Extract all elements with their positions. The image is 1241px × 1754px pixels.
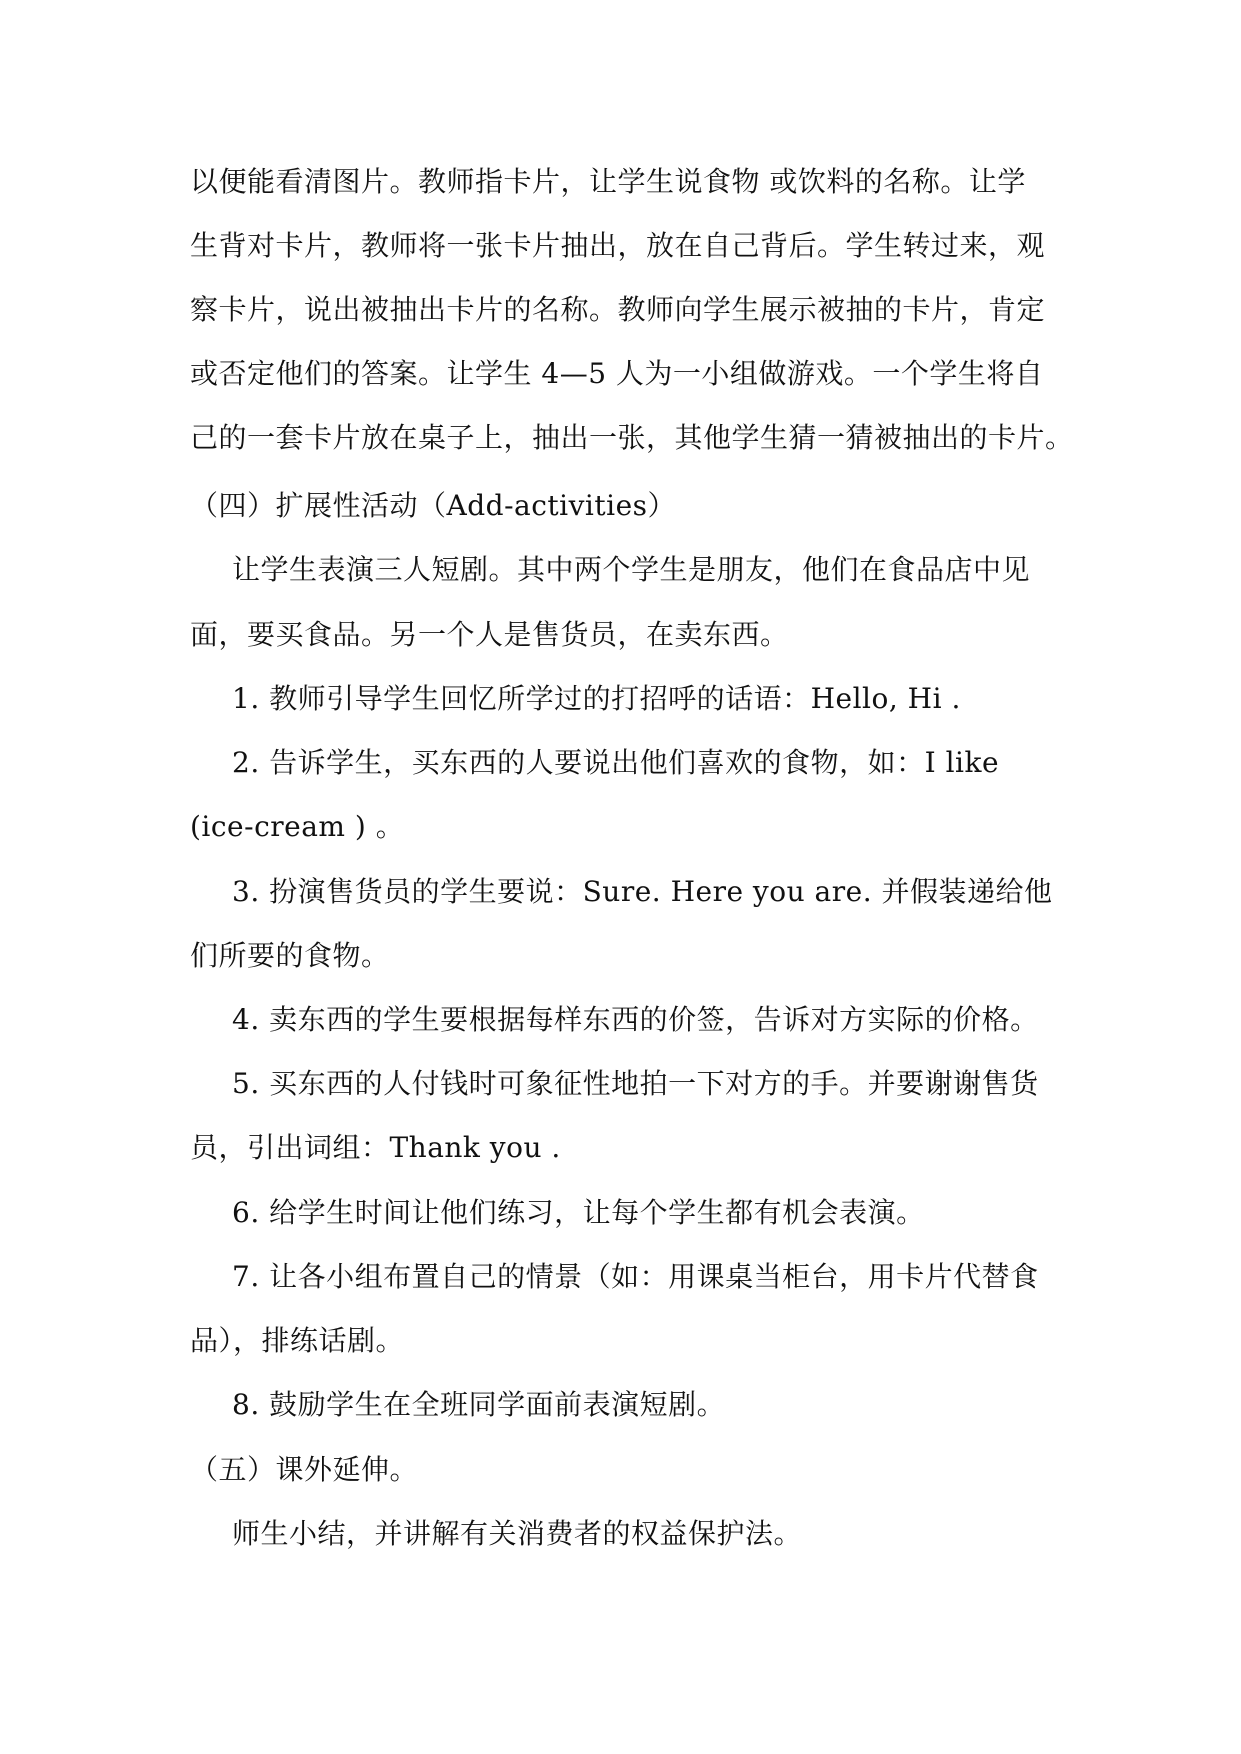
list-item: 6. 给学生时间让他们练习，让每个学生都有机会表演。 [232,1196,925,1229]
paragraph-line: 以便能看清图片。教师指卡片，让学生说食物 或饮料的名称。让学 [190,165,1026,198]
paragraph-line: 己的一套卡片放在桌子上，抽出一张，其他学生猜一猜被抽出的卡片。 [190,421,1074,454]
list-item: 1. 教师引导学生回忆所学过的打招呼的话语：Hello, Hi . [232,682,961,715]
list-item: 7. 让各小组布置自己的情景（如：用课桌当柜台，用卡片代替食 [232,1260,1039,1293]
list-item-continuation: 员，引出词组：Thank you . [190,1131,561,1164]
paragraph-line: 生背对卡片，教师将一张卡片抽出，放在自己背后。学生转过来，观 [190,229,1046,262]
section-heading-four: （四）扩展性活动（Add-activities） [190,489,677,522]
list-item-continuation: 们所要的食物。 [190,939,390,972]
section-heading-five: （五）课外延伸。 [190,1453,419,1486]
list-item: 5. 买东西的人付钱时可象征性地拍一下对方的手。并要谢谢售货 [232,1067,1039,1100]
paragraph-line: 或否定他们的答案。让学生 4—5 人为一小组做游戏。一个学生将自 [190,357,1044,390]
list-item: 4. 卖东西的学生要根据每样东西的价签，告诉对方实际的价格。 [232,1003,1039,1036]
paragraph-line: 察卡片，说出被抽出卡片的名称。教师向学生展示被抽的卡片，肯定 [190,293,1046,326]
list-item: 3. 扮演售货员的学生要说：Sure. Here you are. 并假装递给他 [232,875,1053,908]
list-item: 2. 告诉学生，买东西的人要说出他们喜欢的食物，如：I like [232,746,1000,779]
paragraph-line: 面，要买食品。另一个人是售货员，在卖东西。 [190,618,789,651]
paragraph-line: 师生小结，并讲解有关消费者的权益保护法。 [232,1517,803,1550]
paragraph-line: 让学生表演三人短剧。其中两个学生是朋友，他们在食品店中见 [232,553,1031,586]
list-item-continuation: 品），排练话剧。 [190,1324,405,1357]
list-item: 8. 鼓励学生在全班同学面前表演短剧。 [232,1388,726,1421]
list-item-continuation: (ice-cream ) 。 [190,810,405,843]
